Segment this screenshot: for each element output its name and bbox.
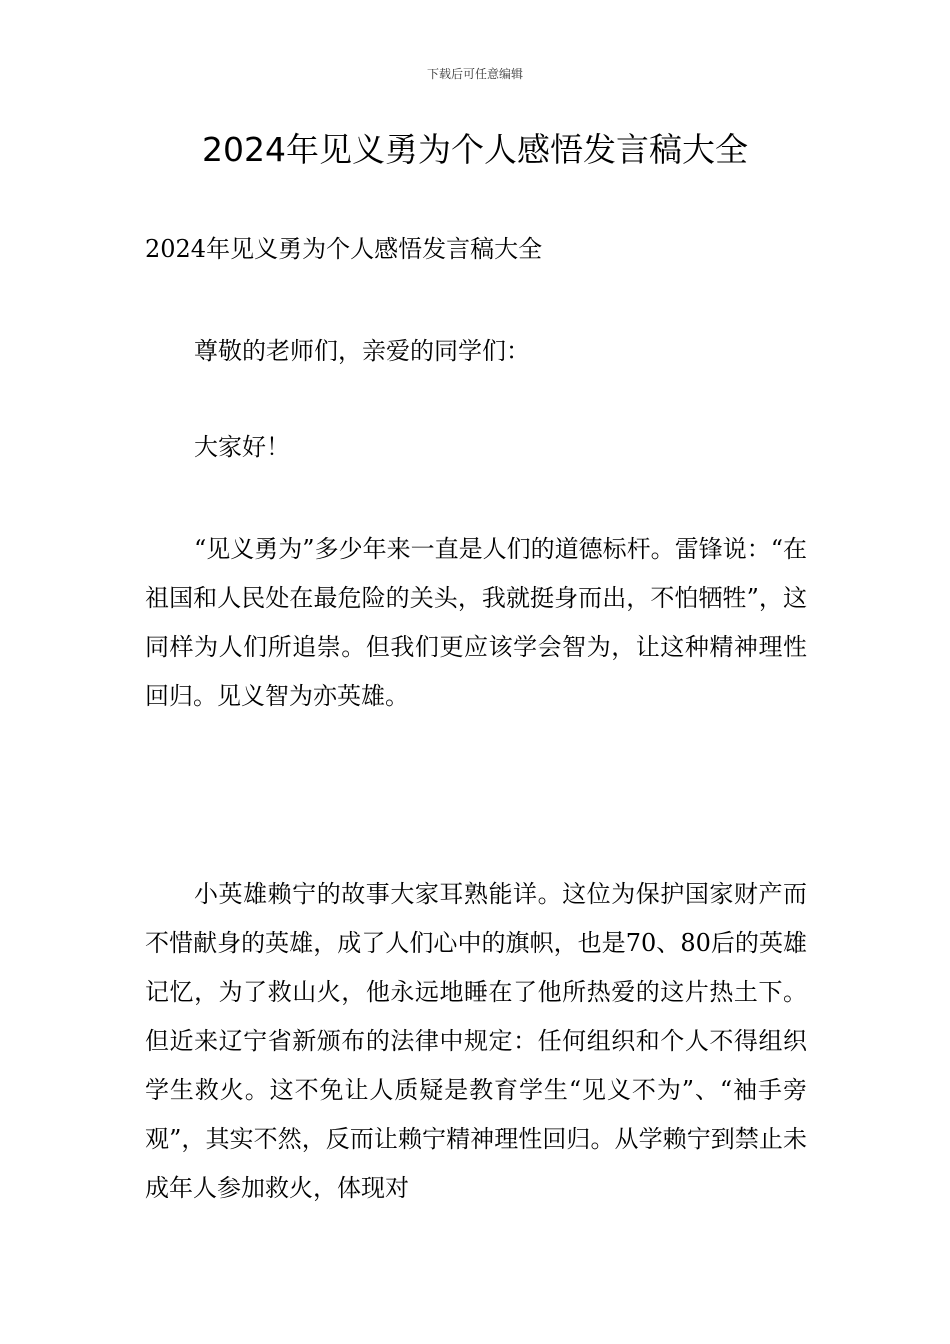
header-note: 下载后可任意编辑: [426, 67, 523, 81]
salutation: 尊敬的老师们，亲爱的同学们：: [194, 337, 530, 365]
subtitle-line: 2024年见义勇为个人感悟发言稿大全: [145, 235, 543, 263]
document-title: 2024年见义勇为个人感悟发言稿大全: [202, 130, 748, 169]
paragraph-2: 小英雄赖宁的故事大家耳熟能详。这位为保护国家财产而不惜献身的英雄，成了人们心中的旗帜，也是70、80后的英雄记忆，为了救山火，他永远地睡在了他所热爱的这片热土下。但近来辽宁省新颁布的法律中规定：任何组织和个人不得组织学生救火。这不免让人质疑是教育学生“见义不为”、“袖手旁观”，其实不然，反而让赖宁精神理性回归。从学赖宁到禁止未成年人参加救火，体现对: [145, 880, 807, 1202]
greeting: 大家好！: [194, 433, 290, 461]
paragraph-1: “见义勇为”多少年来一直是人们的道德标杆。雷锋说：“在祖国和人民处在最危险的关头，我就挺身而出，不怕牺牲”，这同样为人们所追崇。但我们更应该学会智为，让这种精神理性回归。见义智为亦英雄。: [145, 535, 807, 710]
